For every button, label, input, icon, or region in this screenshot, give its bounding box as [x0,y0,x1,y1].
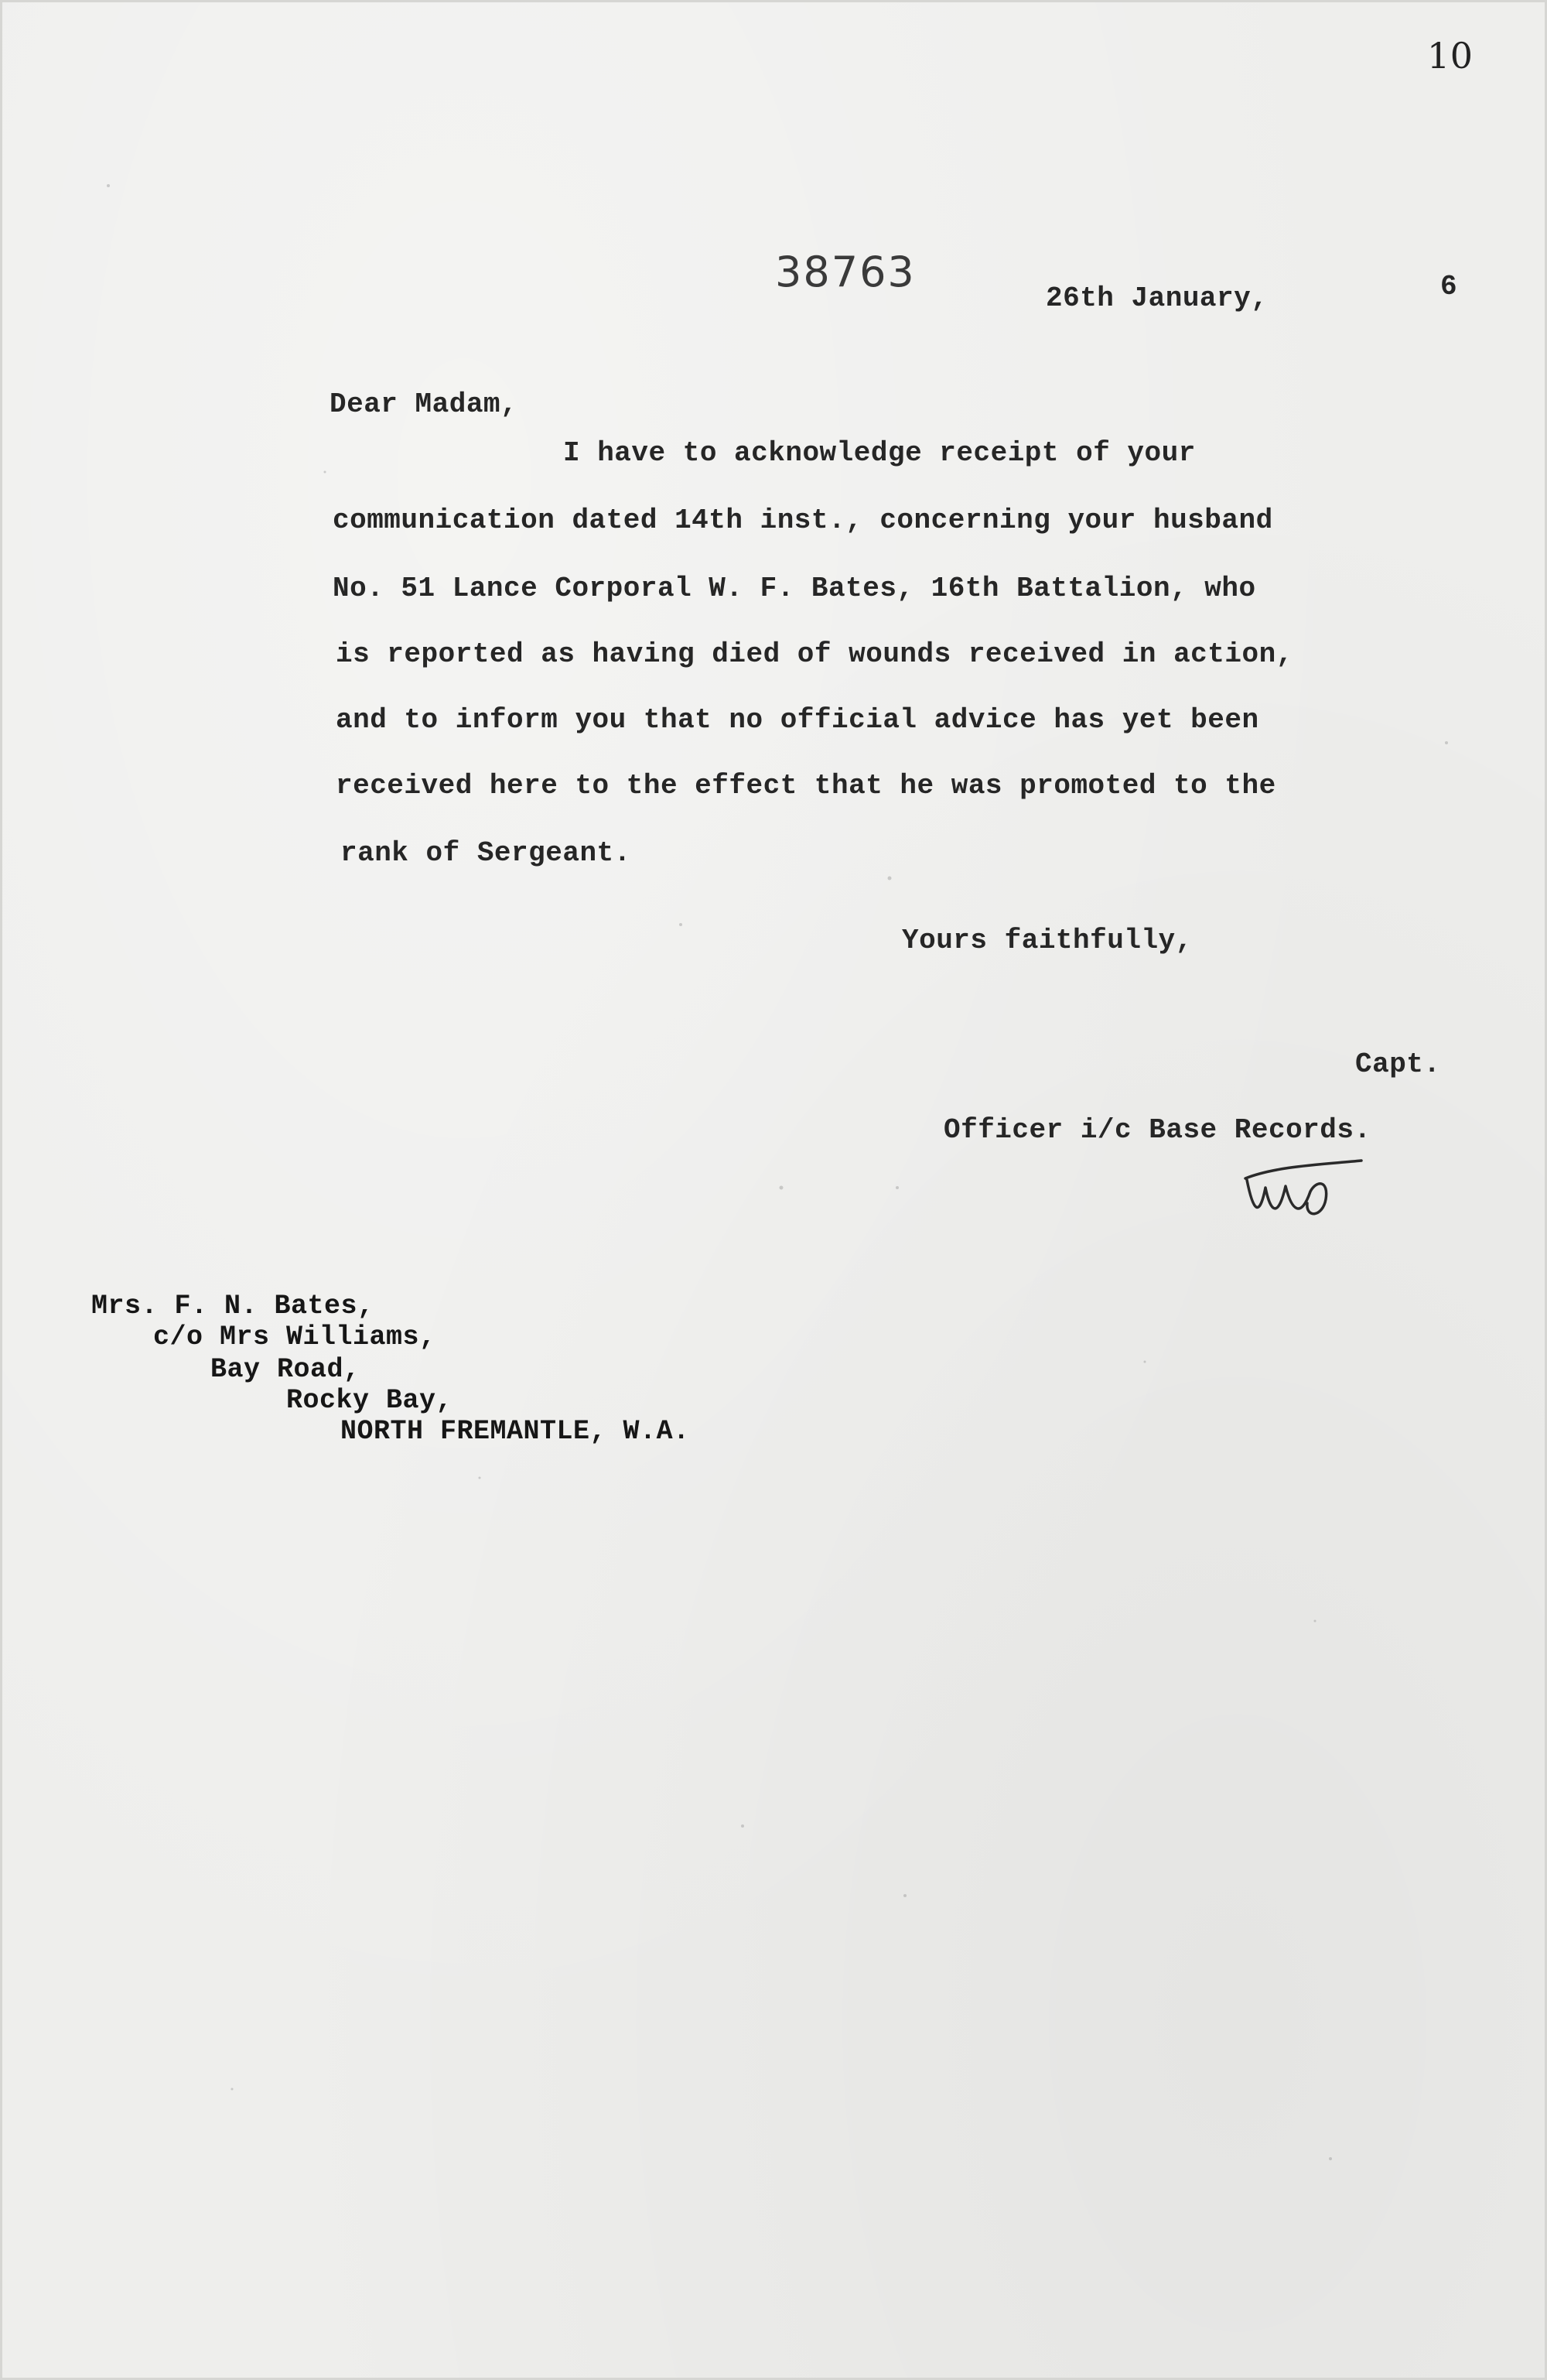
body-line-5: and to inform you that no official advice has yet been [336,704,1259,736]
letter-date: 26th January, [1046,282,1269,314]
body-line-7: rank of Sergeant. [340,837,631,869]
signatory-title: Officer i/c Base Records. [944,1114,1371,1146]
initials-text: WAW [1346,1196,1388,1215]
body-line-2: communication dated 14th inst., concerning your husband [333,504,1273,536]
address-line-4: Rocky Bay, [286,1385,453,1416]
body-line-4: is reported as having died of wounds received in action, [336,638,1293,670]
address-line-1: Mrs. F. N. Bates, [91,1291,374,1322]
body-line-6: received here to the effect that he was promoted to the [336,770,1276,802]
address-line-2: c/o Mrs Williams, [153,1322,436,1352]
address-line-3: Bay Road, [210,1354,360,1385]
body-line-3: No. 51 Lance Corporal W. F. Bates, 16th Battalion, who [333,573,1256,604]
reference-number: 38763 [775,248,916,296]
salutation: Dear Madam, [330,388,518,420]
address-line-5: NORTH FREMANTLE, W.A. [340,1416,690,1447]
corner-mark: 10 [1427,35,1474,77]
signatory-rank: Capt. [1355,1048,1441,1080]
initials-mark [1230,1157,1388,1230]
closing: Yours faithfully, [902,925,1193,956]
date-suffix: 6 [1440,271,1458,303]
body-line-1: I have to acknowledge receipt of your [563,437,1196,469]
